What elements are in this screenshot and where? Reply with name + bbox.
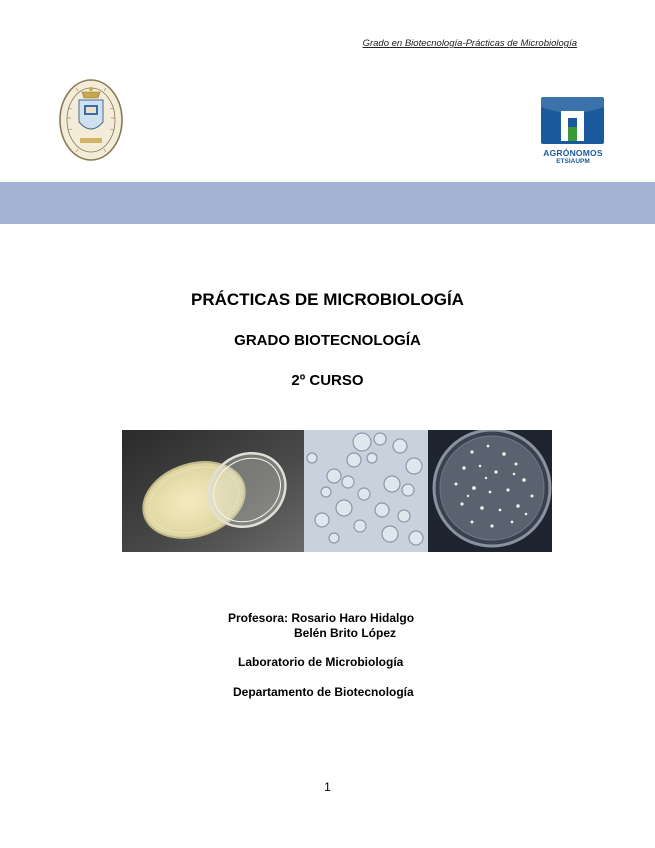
agronomos-name: AGRÓNOMOS [543,148,603,158]
department-name: Departamento de Biotecnología [233,685,414,699]
petri-dishes-photo [122,430,304,552]
header-band [0,182,655,224]
university-seal-icon [58,78,124,162]
microscope-cells-photo [304,430,428,552]
page-number: 1 [324,780,331,794]
agronomos-subtitle: ETSIAUPM [556,158,590,165]
bacterial-colonies-photo [428,430,552,552]
running-header: Grado en Biotecnología-Prácticas de Microbiología [362,38,577,49]
degree-title: GRADO BIOTECNOLOGÍA [234,332,421,349]
main-title: PRÁCTICAS DE MICROBIOLOGÍA [191,290,464,309]
laboratory-name: Laboratorio de Microbiología [238,655,404,669]
year-title: 2º CURSO [291,372,364,389]
agronomos-logo [539,97,607,167]
agronomos-logo-icon [541,97,604,144]
photo-strip [122,430,552,552]
professor-line: Profesora: Rosario Haro Hidalgo [228,611,415,625]
professor-second-name: Belén Brito López [294,626,397,640]
